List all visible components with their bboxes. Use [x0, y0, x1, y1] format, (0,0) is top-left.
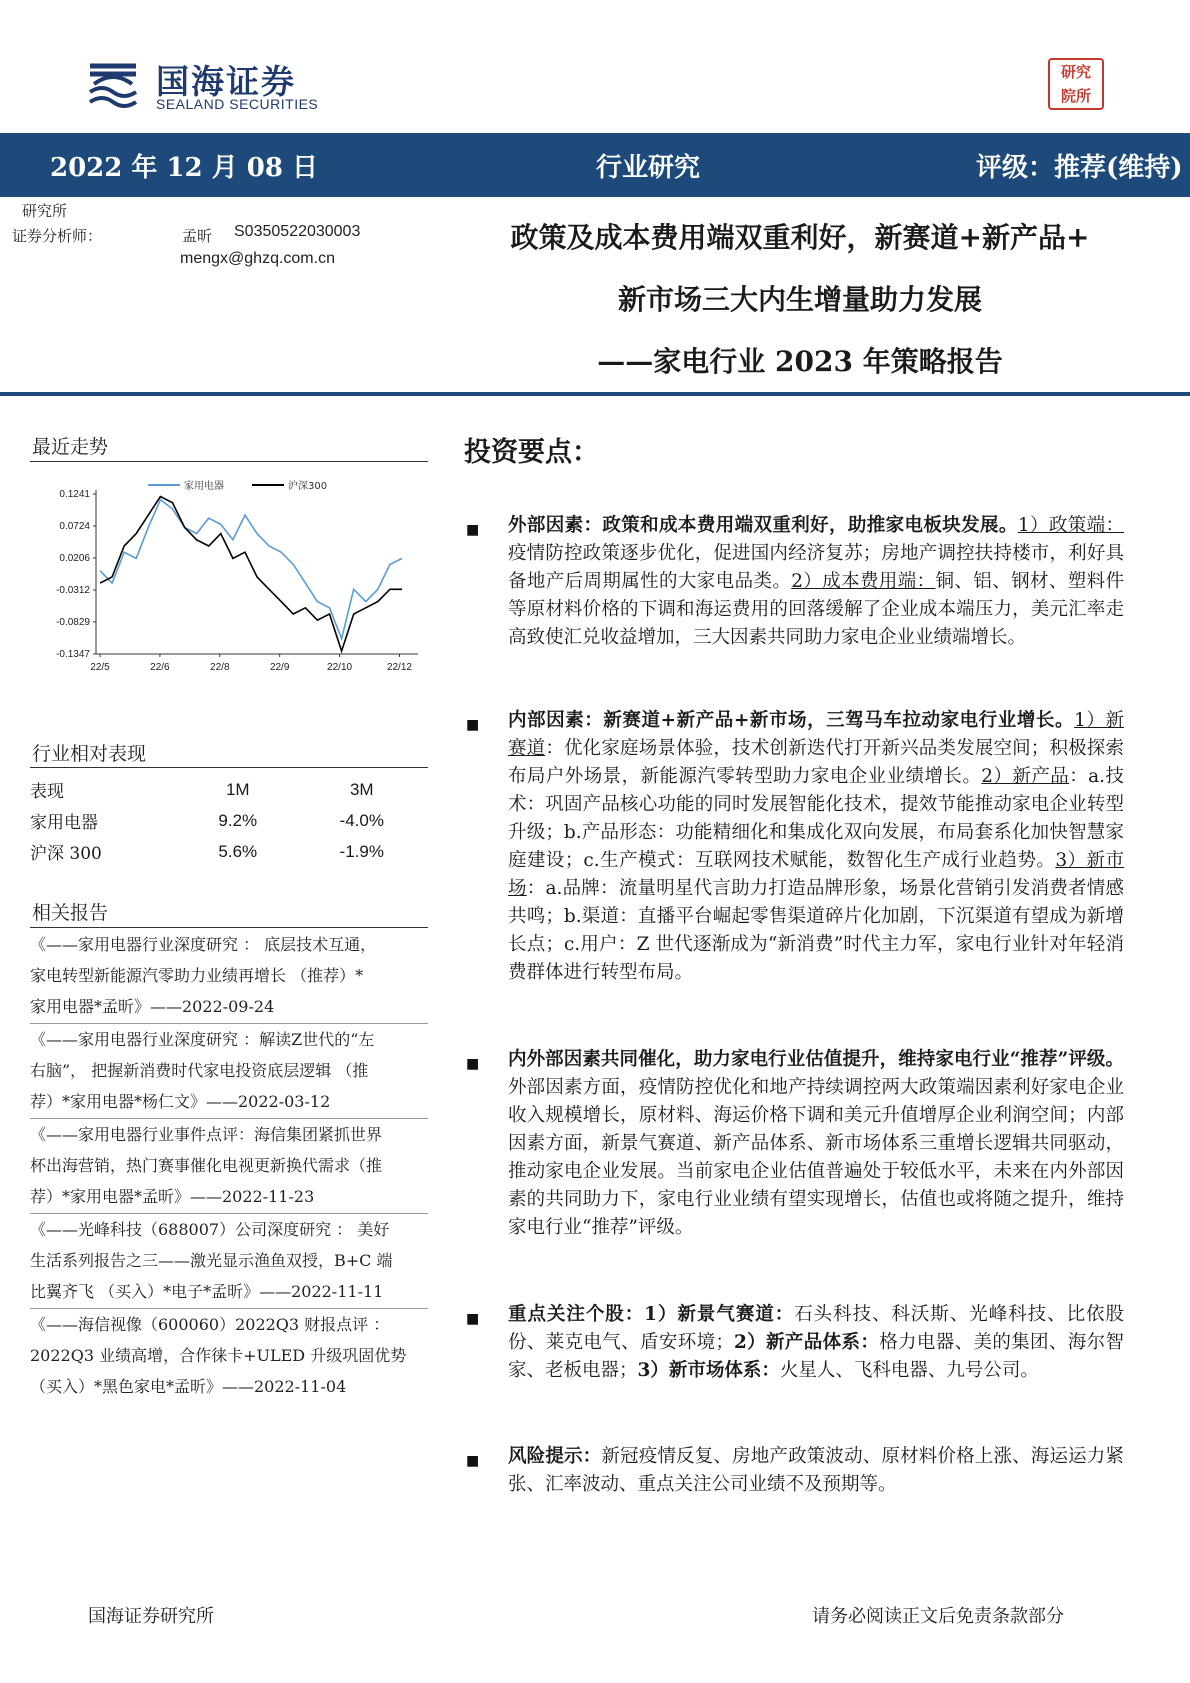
table-cell: 5.6% [218, 841, 258, 861]
y-tick-label: 0.1241 [59, 489, 90, 500]
bullet-icon: ■ [466, 522, 480, 538]
footer-institute: 国海证券研究所 [88, 1606, 214, 1627]
bullet-icon: ■ [466, 717, 480, 733]
bullet-icon: ■ [466, 1311, 480, 1327]
section-divider [30, 461, 428, 462]
y-tick-label: -0.1347 [56, 649, 90, 660]
section-divider [30, 927, 428, 928]
key-point-text: 格力电器、美的集团、海尔智家、老板电器； [508, 1332, 1124, 1381]
y-tick-label: 0.0724 [59, 520, 90, 532]
analyst-email[interactable]: mengx@ghzq.com.cn [180, 250, 335, 267]
report-title-line2: 新市场三大内生增量助力发展 [617, 283, 982, 316]
table-cell: 9.2% [218, 810, 258, 830]
analyst-name: 孟昕 [182, 227, 213, 245]
related-report-line: 家用电器*孟昕》——2022-09-24 [30, 997, 275, 1016]
related-report-item[interactable] [30, 1119, 428, 1212]
key-point-external [508, 512, 1124, 652]
related-report-line: 2022Q3 业绩高增，合作徕卡+ULED 升级巩固优势 [30, 1346, 407, 1365]
key-point-text: 外部因素方面，疫情防控优化和地产持续调控两大政策端因素利好家电企业收入规模增长，原材料、海运价格下调和美元升值增厚企业利润空间；内部因素方面，新景气赛道、新产品体系、新市场体系三重增长逻辑共同驱动，推动家电企业发展。当前家电企业估值普遍处于较低水平，未来在内外部因素的共同助力下，家电行业业绩有望实现增长，估值也或将随之提升，维持家电行业“推荐”评级。 [508, 1077, 1124, 1238]
related-reports-title: 相关报告 [32, 902, 109, 924]
key-point-text: 石头科技、科沃斯、光峰科技、比依股份、莱克电气、盾安环境； [508, 1304, 1124, 1353]
key-point-text: 新冠疫情反复、房地产政策波动、原材料价格上涨、海运运力紧张、汇率波动、重点关注公司业绩不及预期等。 [508, 1446, 1124, 1495]
related-report-line: 荐）*家用电器*孟昕》——2022-11-23 [30, 1187, 315, 1206]
key-point-heading: 3）新市场体系： [637, 1360, 780, 1381]
table-cell: 家用电器 [30, 813, 98, 833]
table-header: 1M [225, 779, 250, 799]
related-report-line: 《——海信视像（600060）2022Q3 财报点评 ： [30, 1315, 390, 1334]
header-banner [0, 133, 1190, 197]
table-header: 表现 [30, 782, 64, 802]
table-cell: -4.0% [339, 810, 384, 830]
trend-line-chart [30, 470, 430, 680]
key-point-heading: 内部因素：新赛道+新产品+新市场，三驾马车拉动家电行业增长。 [508, 710, 1075, 731]
report-title-line1: 政策及成本费用端双重利好，新赛道+新产品+ [510, 221, 1090, 254]
x-tick-label: 22/10 [327, 662, 353, 673]
table-header: 3M [349, 779, 374, 799]
series-line-csi300 [100, 497, 402, 652]
related-report-item[interactable] [30, 1024, 428, 1117]
related-report-line: 《——家用电器行业深度研究 ：解读Z世代的“左 [30, 1030, 375, 1049]
brand-name-en: SEALAND SECURITIES [156, 96, 319, 112]
key-point-heading: 外部因素：政策和成本费用端双重利好，助推家电板块发展。 [508, 515, 1018, 536]
key-point-heading: 风险提示： [508, 1446, 602, 1467]
section-divider [30, 767, 428, 768]
chart-legend [148, 479, 327, 492]
key-point-heading: 重点关注个股：1）新景气赛道： [508, 1304, 795, 1325]
report-type: 行业研究 [596, 153, 701, 183]
y-tick-label: -0.0312 [56, 585, 90, 597]
key-point-text: 铜、铝、钢材、塑料件等原材料价格的下调和海运费用的回落缓解了企业成本端压力，美元汇率走高致使汇兑收益增加，三大因素共同助力家电企业业绩端增长。 [508, 571, 1124, 648]
key-point-heading: 内外部因素共同催化，助力家电行业估值提升，维持家电行业“推荐”评级。 [508, 1049, 1124, 1070]
table-cell: 沪深 300 [30, 844, 102, 864]
key-point-heading: 2）新产品体系： [733, 1332, 880, 1353]
performance-table [30, 774, 428, 867]
footer-disclaimer-note: 请务必阅读正文后免责条款部分 [812, 1606, 1064, 1627]
related-report-line: （买入）*黑色家电*孟昕》——2022-11-04 [30, 1377, 347, 1396]
key-point-subheading: 2）成本费用端： [791, 571, 936, 592]
key-point-text: 疫情防控政策逐步优化，促进国内经济复苏；房地产调控扶持楼市，利好具备地产后周期属性的大家电品类。 [508, 543, 1124, 592]
related-report-line: 右脑”， 把握新消费时代家电投资底层逻辑 （推 [30, 1061, 369, 1080]
key-point-internal [508, 707, 1124, 987]
key-point-combined [508, 1046, 1124, 1242]
legend-label-csi300: 沪深300 [288, 481, 328, 492]
related-report-line: 《——光峰科技（688007）公司深度研究 ： 美好 [30, 1220, 390, 1239]
trend-section-title: 最近走势 [32, 436, 109, 458]
report-subtitle: ——家电行业 2023 年策略报告 [597, 345, 1003, 378]
related-report-line: 《——家用电器行业深度研究 ： 底层技术互通， [30, 935, 377, 954]
key-point-text: ：a.技术：巩固产品核心功能的同时发展智能化技术，提效节能推动家电企业转型升级；b.产品形态：功能精细化和集成化双向发展，布局套系化加快智慧家庭建设；c.生产模式：互联网技术赋能，数智化生产成行业趋势。 [508, 766, 1124, 871]
y-tick-label: -0.0829 [56, 616, 90, 628]
related-report-item[interactable] [30, 1309, 428, 1402]
related-report-line: 杯出海营销，热门赛事催化电视更新换代需求（推 [30, 1156, 383, 1175]
key-point-text: ：优化家庭场景体验，技术创新迭代打开新兴品类发展空间；积极探索布局户外场景，新能源汽零转型助力家电企业业绩增长。 [508, 738, 1124, 787]
key-point-subheading: 3）新市场 [508, 850, 1124, 899]
analyst-label: 证券分析师： [12, 227, 103, 245]
related-report-line: 家电转型新能源汽零助力业绩再增长 （推荐）* [30, 966, 364, 985]
header-divider [0, 392, 1190, 396]
related-report-line: 《——家用电器行业事件点评：海信集团紧抓世界 [30, 1125, 383, 1144]
y-tick-label: 0.0206 [59, 552, 90, 564]
research-seal-stamp: 研究 院所 [1048, 58, 1104, 110]
table-header-row [30, 774, 428, 805]
related-report-line: 荐）*家用电器*杨仁文》——2022-03-12 [30, 1092, 331, 1111]
x-tick-label: 22/8 [210, 662, 230, 673]
key-point-subheading: 1）新赛道 [508, 710, 1124, 759]
key-point-subheading: 2）新产品 [981, 766, 1070, 787]
x-tick-label: 22/6 [150, 662, 170, 673]
key-points-title: 投资要点： [464, 437, 599, 468]
related-report-line: 生活系列报告之三——激光显示渔鱼双授，B+C 端 [30, 1251, 393, 1270]
brand-name-cn: 国海证券 [156, 62, 296, 101]
x-tick-label: 22/12 [386, 662, 412, 673]
related-report-item[interactable] [30, 929, 428, 1022]
x-tick-label: 22/5 [90, 662, 110, 673]
key-point-subheading: 1）政策端： [1017, 515, 1124, 536]
performance-section-title: 行业相对表现 [32, 743, 147, 765]
rating-label: 评级：推荐(维持) [976, 153, 1183, 183]
key-point-stocks [508, 1301, 1124, 1385]
x-tick-label: 22/9 [269, 662, 290, 673]
institute-label: 研究所 [22, 202, 68, 220]
report-date: 2022 年 12 月 08 日 [50, 153, 318, 183]
legend-label-appliance: 家用电器 [184, 481, 224, 492]
bullet-icon: ■ [466, 1056, 480, 1072]
key-point-text: 火星人、飞科电器、九号公司。 [779, 1360, 1039, 1381]
bullet-icon: ■ [466, 1453, 480, 1469]
table-cell: -1.9% [339, 841, 384, 861]
key-point-text: ：a.品牌：流量明星代言助力打造品牌形象，场景化营销引发消费者情感共鸣；b.渠道：直播平台崛起零售渠道碎片化加剧，下沉渠道有望成为新增长点；c.用户：Z 世代逐渐成为“新消费”时代主力军，家电行业针对年轻消费群体进行转型布局。 [508, 878, 1124, 983]
sealand-logo-icon [86, 58, 140, 112]
related-report-line: 比翼齐飞 （买入）*电子*孟昕》——2022-11-11 [30, 1282, 384, 1301]
related-report-item[interactable] [30, 1214, 428, 1307]
table-row [30, 836, 428, 867]
key-point-risk [508, 1443, 1124, 1499]
table-row [30, 805, 428, 836]
analyst-license-id: S0350522030003 [234, 223, 361, 240]
